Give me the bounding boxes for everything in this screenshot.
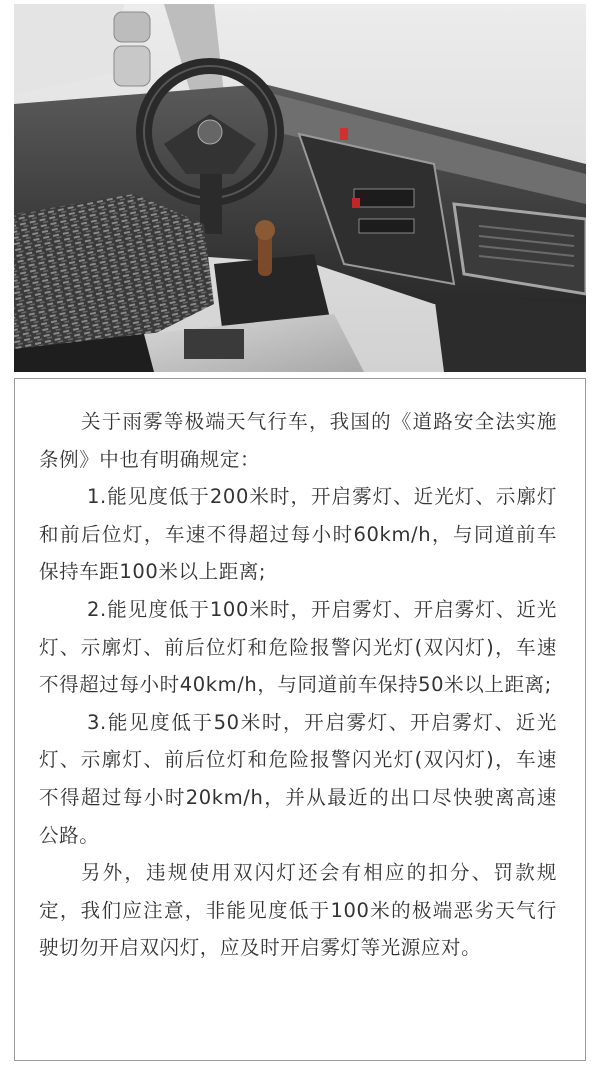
rule-100m-paragraph: 2.能见度低于100米时，开启雾灯、开启雾灯、近光灯、示廓灯、前后位灯和危险报警闪光灯(双闪灯)，车速不得超过每小时40km/h，与同道前车保持50米以上距离; <box>39 597 557 697</box>
intro-paragraph: 关于雨雾等极端天气行车，我国的《道路安全法实施条例》中也有明确规定： <box>39 410 557 471</box>
closing-paragraph: 另外，违规使用双闪灯还会有相应的扣分、罚款规定，我们应注意，非能见度低于100米的极端恶劣天气行驶切勿开启双闪灯，应及时开启雾灯等光源应对。 <box>39 861 557 960</box>
article-text-box <box>14 378 586 1061</box>
rule-200m-paragraph: 1.能见度低于200米时，开启雾灯、近光灯、示廓灯和前后位灯，车速不得超过每小时60km/h，与同道前车保持车距100米以上距离; <box>39 485 557 584</box>
rule-50m-paragraph: 3.能见度低于50米时，开启雾灯、开启雾灯、近光灯、示廓灯、前后位灯和危险报警闪光灯(双闪灯)，车速不得超过每小时20km/h，并从最近的出口尽快驶离高速公路。 <box>39 710 557 847</box>
truck-cab-interior-illustration <box>14 4 586 372</box>
truck-cab-interior-photo <box>14 4 586 372</box>
